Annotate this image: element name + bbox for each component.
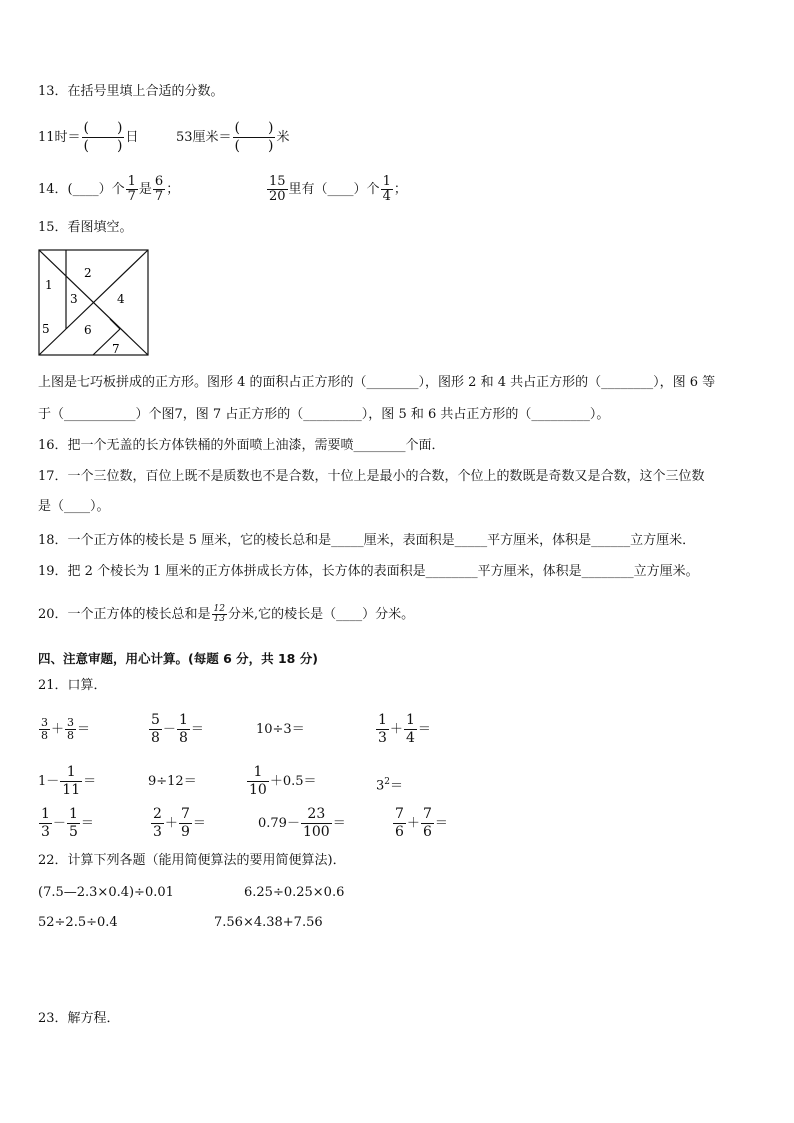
q13-expr-a: 11时＝ $\frac{( )}{( )}$ 日 [38, 120, 139, 154]
q13-b-fraction: $\frac{( )}{( )}$ [234, 120, 274, 154]
q14-part-b: $\frac{15}{20}$ 里有（____）个 $\frac{1}{4}$ ； [269, 174, 407, 204]
q17-line-2: 是（____）。 [38, 499, 110, 514]
q17-line-1: 17．一个三位数，百位上既不是质数也不是合数，十位上是最小的合数，个位上的数既是奇数又是合数，这个三位数 [38, 469, 705, 484]
q15-line-1: 上图是七巧板拼成的正方形。图形 4 的面积占正方形的（________），图形 2 和 4 共占正方形的（________），图 6 等 [38, 375, 716, 390]
q21-title: 21．口算． [38, 678, 107, 693]
tangram-figure [38, 249, 150, 357]
q21-r1-e3: 10÷3＝ [256, 722, 305, 737]
q20-text: 20．一个正方体的棱长总和是 $\frac{12}{13}$ 分米,它的棱长是（____）分米。 [38, 604, 415, 624]
q21-r1-e2: $\frac{5}{8}$ － $\frac{1}{8}$ ＝ [151, 712, 204, 746]
q13-title: 13．在括号里填上合适的分数。 [38, 84, 224, 99]
q23-title: 23．解方程． [38, 1011, 120, 1026]
q21-r1-e1: $\frac{3}{8}$ ＋ $\frac{3}{8}$ ＝ [41, 716, 91, 742]
q22-problem-3: 52÷2.5÷0.4 [38, 915, 118, 930]
q21-r2-e1: 1－ $\frac{1}{11}$ ＝ [38, 764, 97, 798]
tangram-label: 3 [70, 292, 78, 306]
q15-line-2: 于（___________）个图7，图 7 占正方形的（_________），图 5 和 6 共占正方形的（_________）。 [38, 407, 610, 422]
q21-r2-e4: $3^2=$ [376, 777, 404, 794]
q21-r2-e2: 9÷12＝ [148, 774, 197, 789]
q21-r3-e4: $\frac{7}{6}$ ＋ $\frac{7}{6}$ ＝ [395, 806, 448, 840]
q15-title: 15．看图填空。 [38, 220, 133, 235]
tangram-label: 7 [112, 342, 120, 356]
q22-problem-2: 6.25÷0.25×0.6 [244, 885, 345, 900]
q21-r3-e1: $\frac{1}{3}$ － $\frac{1}{5}$ ＝ [41, 806, 94, 840]
q13-expr-b: 53厘米＝ $\frac{( )}{( )}$ 米 [176, 120, 290, 154]
q21-r3-e3: 0.79－ $\frac{23}{100}$ ＝ [258, 806, 346, 840]
q18-text: 18．一个正方体的棱长是 5 厘米，它的棱长总和是_____厘米，表面积是_____平方厘米，体积是______立方厘米． [38, 533, 696, 548]
q21-r1-e4: $\frac{1}{3}$ ＋ $\frac{1}{4}$ ＝ [378, 712, 431, 746]
q22-title: 22．计算下列各题（能用简便算法的要用简便算法)． [38, 853, 346, 868]
q21-r3-e2: $\frac{2}{3}$ ＋ $\frac{7}{9}$ ＝ [153, 806, 206, 840]
tangram-label: 1 [45, 278, 53, 292]
q16-text: 16．把一个无盖的长方体铁桶的外面喷上油漆，需要喷________个面． [38, 438, 445, 453]
q13-a-fraction: $\frac{( )}{( )}$ [83, 120, 123, 154]
tangram-label: 4 [117, 292, 125, 306]
q22-problem-1: (7.5—2.3×0.4)÷0.01 [38, 885, 174, 900]
q21-r2-e3: $\frac{1}{10}$ ＋0.5＝ [249, 764, 317, 798]
tangram-label: 6 [84, 323, 92, 337]
q19-text: 19．把 2 个棱长为 1 厘米的正方体拼成长方体，长方体的表面积是________平方厘米，体积是________立方厘米。 [38, 564, 699, 579]
section-4-heading: 四、注意审题，用心计算。(每题 6 分，共 18 分) [38, 651, 318, 666]
tangram-label: 2 [84, 266, 92, 280]
tangram-label: 5 [42, 322, 50, 336]
q22-problem-4: 7.56×4.38+7.56 [214, 915, 323, 930]
q14-part-a: 14．(____）个 $\frac{1}{7}$ 是 $\frac{6}{7}$ ； [38, 174, 180, 204]
